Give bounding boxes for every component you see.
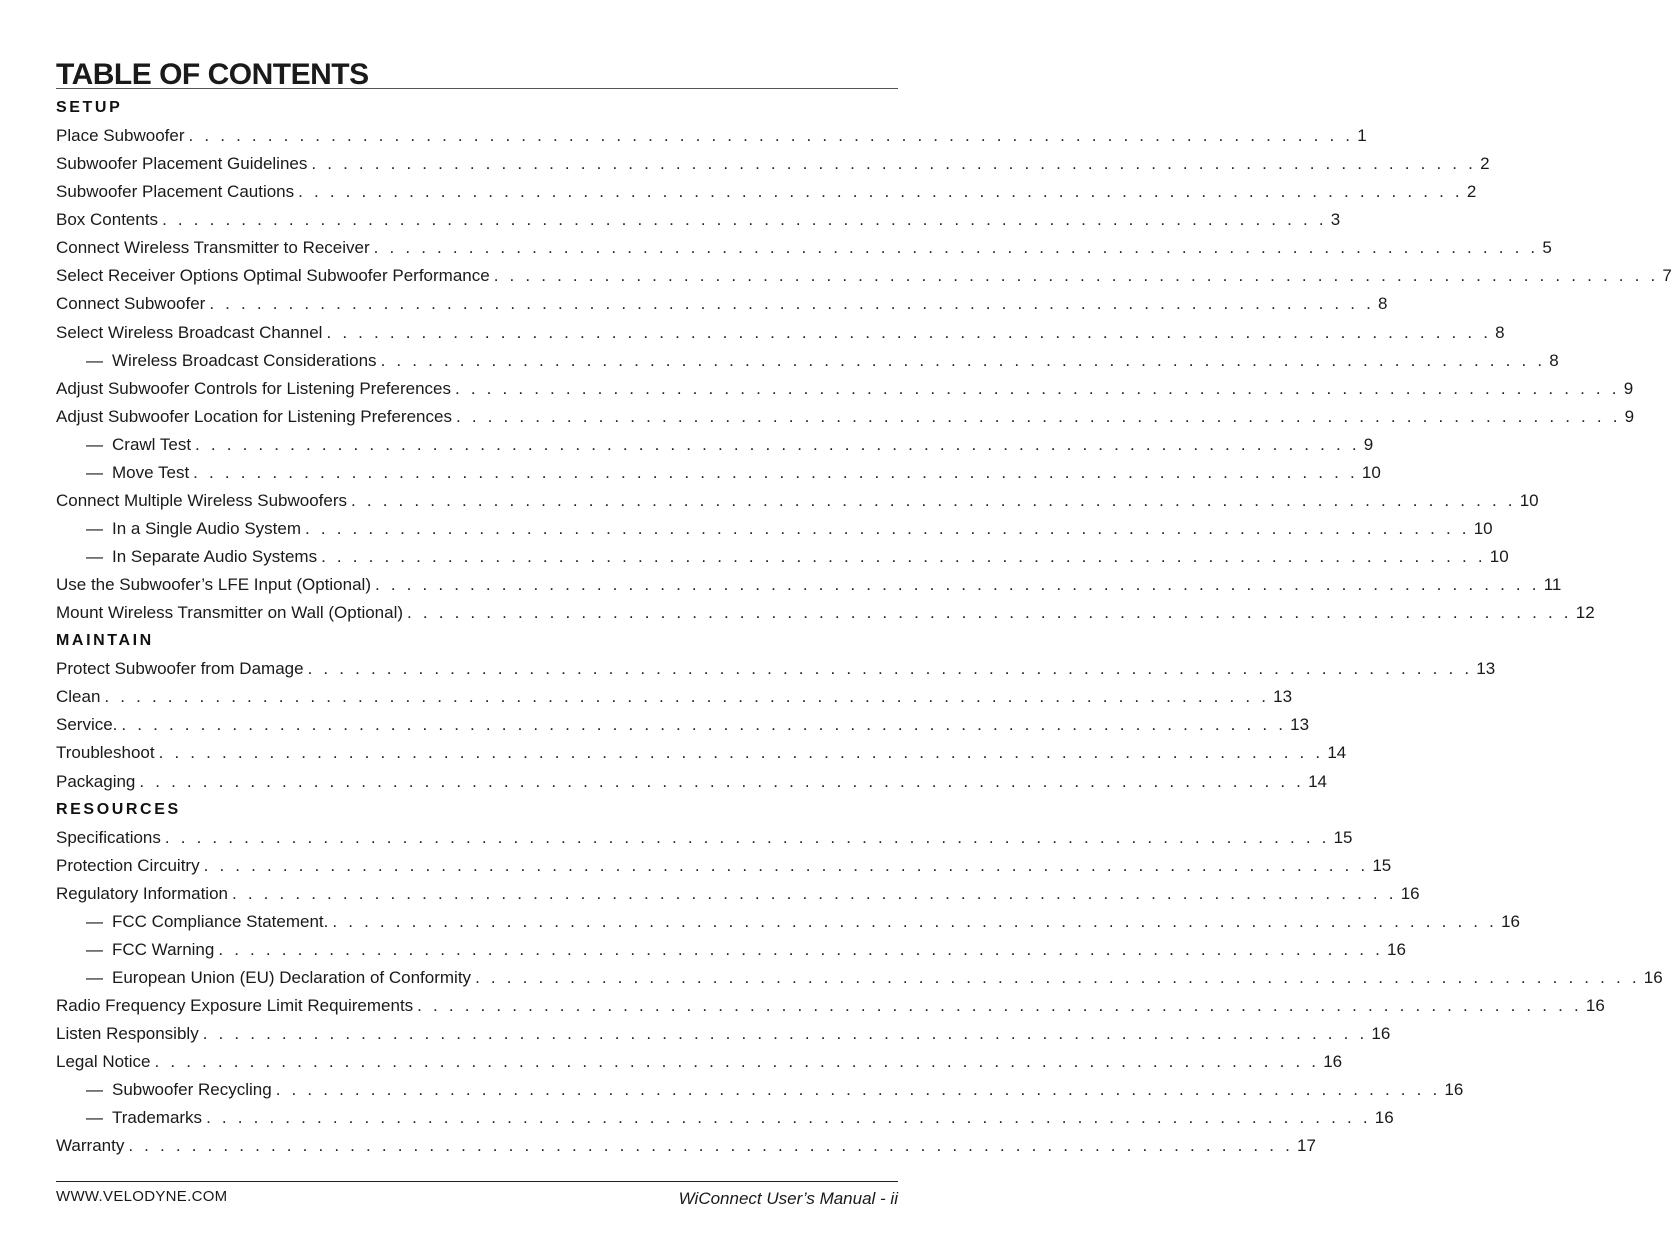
dot-leader: . . . . . . . . . . . . . . . . . . . . . . . . . . . . . . . . . . . . . . . . . . . . . . . . . . . . . . . . . . . . . . . . . . . . . . . . . .: [417, 996, 1582, 1016]
table-of-contents: [56, 94, 1672, 1160]
toc-page-number: 13: [1273, 687, 1293, 707]
dot-leader: . . . . . . . . . . . . . . . . . . . . . . . . . . . . . . . . . . . . . . . . . . . . . . . . . . . . . . . . . . . . . . . . . . . . . . . . . .: [373, 238, 1539, 258]
dot-leader: . . . . . . . . . . . . . . . . . . . . . . . . . . . . . . . . . . . . . . . . . . . . . . . . . . . . . . . . . . . . . . . . . . . . . . . . . .: [307, 659, 1473, 679]
toc-entry[interactable]: [56, 768, 1328, 796]
subentry-dash: —: [86, 1080, 103, 1100]
toc-entry-title: Connect Multiple Wireless Subwoofers: [56, 490, 348, 510]
toc-entry-title: Clean: [56, 687, 101, 707]
subentry-dash: —: [86, 518, 103, 538]
toc-entry[interactable]: [56, 739, 1347, 767]
toc-page-number: 14: [1308, 771, 1328, 791]
dot-leader: . . . . . . . . . . . . . . . . . . . . . . . . . . . . . . . . . . . . . . . . . . . . . . . . . . . . . . . . . . . . . . . . . . . . . . . . . .: [128, 1136, 1294, 1156]
toc-subentry[interactable]: [56, 908, 1520, 936]
toc-page-number: 9: [1624, 406, 1635, 426]
toc-entry-title: Subwoofer Recycling: [112, 1080, 272, 1100]
subentry-dash: —: [86, 547, 103, 567]
dot-leader: . . . . . . . . . . . . . . . . . . . . . . . . . . . . . . . . . . . . . . . . . . . . . . . . . . . . . . . . . . . . . . . . . . . . . . . . . .: [275, 1080, 1441, 1100]
toc-entry-title: Listen Responsibly: [56, 1024, 199, 1044]
subentry-dash: —: [86, 1108, 103, 1128]
toc-subentry[interactable]: [56, 1104, 1394, 1132]
dot-leader: . . . . . . . . . . . . . . . . . . . . . . . . . . . . . . . . . . . . . . . . . . . . . . . . . . . . . . . . . . . . . . . . . . . . . . . . . .: [203, 855, 1369, 875]
dot-leader: . . . . . . . . . . . . . . . . . . . . . . . . . . . . . . . . . . . . . . . . . . . . . . . . . . . . . . . . . . . . . . . . . . . . . . . . . .: [454, 378, 1620, 398]
dot-leader: . . . . . . . . . . . . . . . . . . . . . . . . . . . . . . . . . . . . . . . . . . . . . . . . . . . . . . . . . . . . . . . . . . . . . . . . . .: [311, 154, 1477, 174]
toc-page-number: 10: [1361, 462, 1381, 482]
toc-entry[interactable]: [56, 234, 1552, 262]
toc-page-number: 9: [1363, 434, 1374, 454]
dot-leader: . . . . . . . . . . . . . . . . . . . . . . . . . . . . . . . . . . . . . . . . . . . . . . . . . . . . . . . . . . . . . . . . . . . . . . . . . .: [351, 490, 1516, 510]
toc-entry[interactable]: [56, 880, 1420, 908]
dot-leader: . . . . . . . . . . . . . . . . . . . . . . . . . . . . . . . . . . . . . . . . . . . . . . . . . . . . . . . . . . . . . . . . . . . . . . . . . .: [164, 827, 1330, 847]
toc-entry[interactable]: [56, 122, 1367, 150]
toc-entry[interactable]: [56, 1048, 1343, 1076]
subentry-dash: —: [86, 434, 103, 454]
toc-entry-title: European Union (EU) Declaration of Conformity: [112, 967, 472, 987]
toc-entry-title: Adjust Subwoofer Controls for Listening Preferences: [56, 378, 451, 398]
toc-entry[interactable]: [56, 150, 1490, 178]
toc-entry-title: Subwoofer Placement Cautions: [56, 182, 295, 202]
dot-leader: . . . . . . . . . . . . . . . . . . . . . . . . . . . . . . . . . . . . . . . . . . . . . . . . . . . . . . . . . . . . . . . . . . . . . . . . . .: [209, 294, 1375, 314]
dot-leader: . . . . . . . . . . . . . . . . . . . . . . . . . . . . . . . . . . . . . . . . . . . . . . . . . . . . . . . . . . . . . . . . . . . . . . . . . .: [139, 771, 1305, 791]
dot-leader: . . . . . . . . . . . . . . . . . . . . . . . . . . . . . . . . . . . . . . . . . . . . . . . . . . . . . . . . . . . . . . . . . . . . . . . . . .: [455, 406, 1621, 426]
toc-page-number: 11: [1543, 575, 1562, 595]
toc-subentry[interactable]: [56, 347, 1559, 375]
toc-entry-title: Move Test: [112, 462, 190, 482]
toc-entry-title: Wireless Broadcast Considerations: [112, 350, 377, 370]
toc-entry[interactable]: [56, 1020, 1391, 1048]
toc-page-number: 1: [1357, 126, 1367, 146]
toc-page-number: 16: [1323, 1052, 1343, 1072]
subentry-dash: —: [86, 462, 103, 482]
dot-leader: . . . . . . . . . . . . . . . . . . . . . . . . . . . . . . . . . . . . . . . . . . . . . . . . . . . . . . . . . . . . . . . . . . . . . . . . . .: [374, 575, 1540, 595]
toc-entry-title: Use the Subwoofer’s LFE Input (Optional): [56, 575, 371, 595]
toc-entry-title: Connect Subwoofer: [56, 294, 206, 314]
page-title: [56, 58, 898, 89]
toc-entry-title: Radio Frequency Exposure Limit Requirements: [56, 996, 414, 1016]
toc-entry-title: Protect Subwoofer from Damage: [56, 659, 304, 679]
toc-page-number: 14: [1327, 743, 1347, 763]
toc-entry[interactable]: [56, 262, 1672, 290]
toc-entry-title: Connect Wireless Transmitter to Receiver: [56, 238, 370, 258]
toc-entry-title: Service.: [56, 715, 118, 735]
toc-entry-title: Select Receiver Options Optimal Subwoofer Performance: [56, 266, 490, 286]
toc-entry[interactable]: [56, 599, 1595, 627]
toc-entry[interactable]: [56, 487, 1539, 515]
dot-leader: . . . . . . . . . . . . . . . . . . . . . . . . . . . . . . . . . . . . . . . . . . . . . . . . . . . . . . . . . . . . . . . . . . . . . . . . . .: [158, 743, 1324, 763]
footer-divider: [56, 1181, 898, 1182]
dot-leader: . . . . . . . . . . . . . . . . . . . . . . . . . . . . . . . . . . . . . . . . . . . . . . . . . . . . . . . . . . . . . . . . . . . . . . . . . .: [475, 967, 1640, 987]
toc-entry[interactable]: [56, 824, 1353, 852]
toc-page-number: 2: [1480, 154, 1490, 174]
toc-entry-title: Box Contents: [56, 210, 159, 230]
toc-entry-title: In Separate Audio Systems: [112, 547, 318, 567]
dot-leader: . . . . . . . . . . . . . . . . . . . . . . . . . . . . . . . . . . . . . . . . . . . . . . . . . . . . . . . . . . . . . . . . . . . . . . . . . .: [121, 715, 1287, 735]
dot-leader: . . . . . . . . . . . . . . . . . . . . . . . . . . . . . . . . . . . . . . . . . . . . . . . . . . . . . . . . . . . . . . . . . . . . . . . . . .: [193, 462, 1358, 482]
toc-entry[interactable]: [56, 403, 1635, 431]
toc-subentry[interactable]: [56, 936, 1406, 964]
toc-page-number: 17: [1297, 1136, 1316, 1156]
dot-leader: . . . . . . . . . . . . . . . . . . . . . . . . . . . . . . . . . . . . . . . . . . . . . . . . . . . . . . . . . . . . . . . . . . . . . . . . . .: [195, 434, 1360, 454]
toc-entry[interactable]: [56, 1132, 1316, 1160]
toc-subentry[interactable]: [56, 515, 1493, 543]
toc-entry[interactable]: [56, 683, 1293, 711]
toc-page-number: 2: [1466, 182, 1477, 202]
subentry-dash: —: [86, 350, 103, 370]
subentry-dash: —: [86, 911, 103, 931]
toc-entry-title: Select Wireless Broadcast Channel: [56, 322, 323, 342]
toc-entry-title: FCC Compliance Statement.: [112, 911, 329, 931]
toc-page-number: 3: [1330, 210, 1341, 230]
toc-entry-title: Warranty: [56, 1136, 125, 1156]
footer-website: WWW.VELODYNE.COM: [56, 1188, 228, 1205]
toc-page-number: 15: [1372, 855, 1392, 875]
toc-entry-title: Adjust Subwoofer Location for Listening Preferences: [56, 406, 452, 426]
footer-manual-title: WiConnect User’s Manual - ii: [678, 1189, 898, 1208]
toc-page-number: 16: [1501, 911, 1520, 931]
toc-entry[interactable]: [56, 375, 1634, 403]
toc-page-number: 8: [1549, 350, 1559, 370]
toc-entry[interactable]: [56, 178, 1477, 206]
toc-section-heading: SETUP: [56, 99, 123, 117]
toc-page-number: 16: [1400, 883, 1420, 903]
dot-leader: . . . . . . . . . . . . . . . . . . . . . . . . . . . . . . . . . . . . . . . . . . . . . . . . . . . . . . . . . . . . . . . . . . . . . . . . . .: [332, 911, 1498, 931]
toc-entry[interactable]: [56, 711, 1310, 739]
toc-page-number: 16: [1444, 1080, 1464, 1100]
toc-page-number: 13: [1476, 659, 1496, 679]
toc-subentry[interactable]: [56, 964, 1663, 992]
toc-page-number: 8: [1378, 294, 1388, 314]
dot-leader: . . . . . . . . . . . . . . . . . . . . . . . . . . . . . . . . . . . . . . . . . . . . . . . . . . . . . . . . . . . . . . . . . . . . . . . . . .: [326, 322, 1492, 342]
dot-leader: . . . . . . . . . . . . . . . . . . . . . . . . . . . . . . . . . . . . . . . . . . . . . . . . . . . . . . . . . . . . . . . . . . . . . . . . . .: [380, 350, 1546, 370]
dot-leader: . . . . . . . . . . . . . . . . . . . . . . . . . . . . . . . . . . . . . . . . . . . . . . . . . . . . . . . . . . . . . . . . . . . . . . . . . .: [154, 1052, 1320, 1072]
toc-section-heading: RESOURCES: [56, 800, 181, 818]
toc-page-number: 16: [1371, 1024, 1391, 1044]
toc-subentry[interactable]: [56, 459, 1381, 487]
toc-entry-title: Legal Notice: [56, 1052, 151, 1072]
dot-leader: . . . . . . . . . . . . . . . . . . . . . . . . . . . . . . . . . . . . . . . . . . . . . . . . . . . . . . . . . . . . . . . . . . . . . . . . . .: [305, 518, 1470, 538]
toc-page-number: 16: [1387, 939, 1406, 959]
toc-entry-title: Packaging: [56, 771, 136, 791]
toc-entry-title: Subwoofer Placement Guidelines: [56, 154, 308, 174]
toc-entry[interactable]: [56, 571, 1562, 599]
toc-entry[interactable]: [56, 852, 1392, 880]
dot-leader: . . . . . . . . . . . . . . . . . . . . . . . . . . . . . . . . . . . . . . . . . . . . . . . . . . . . . . . . . . . . . . . . . . . . . . . . . .: [202, 1024, 1368, 1044]
toc-page-number: 10: [1519, 490, 1539, 510]
page-title-text: TABLE OF CONTENTS: [56, 58, 369, 91]
toc-page-number: 13: [1290, 715, 1310, 735]
toc-page-number: 10: [1489, 547, 1509, 567]
toc-entry[interactable]: [56, 319, 1505, 347]
toc-page-number: 16: [1643, 967, 1663, 987]
toc-page-number: 10: [1473, 518, 1493, 538]
dot-leader: . . . . . . . . . . . . . . . . . . . . . . . . . . . . . . . . . . . . . . . . . . . . . . . . . . . . . . . . . . . . . . . . . . . . . . . . . .: [407, 603, 1572, 623]
dot-leader: . . . . . . . . . . . . . . . . . . . . . . . . . . . . . . . . . . . . . . . . . . . . . . . . . . . . . . . . . . . . . . . . . . . . . . . . . .: [218, 939, 1384, 959]
toc-entry-title: Protection Circuitry: [56, 855, 200, 875]
toc-page-number: 5: [1542, 238, 1552, 258]
toc-section-heading: MAINTAIN: [56, 632, 154, 650]
dot-leader: . . . . . . . . . . . . . . . . . . . . . . . . . . . . . . . . . . . . . . . . . . . . . . . . . . . . . . . . . . . . . . . . . . . . . . . . . .: [298, 182, 1463, 202]
subentry-dash: —: [86, 939, 103, 959]
toc-page-number: 16: [1374, 1108, 1394, 1128]
toc-entry[interactable]: [56, 655, 1496, 683]
toc-entry-title: Place Subwoofer: [56, 126, 185, 146]
dot-leader: . . . . . . . . . . . . . . . . . . . . . . . . . . . . . . . . . . . . . . . . . . . . . . . . . . . . . . . . . . . . . . . . . . . . . . . . . .: [493, 266, 1659, 286]
toc-entry[interactable]: [56, 992, 1605, 1020]
toc-subentry[interactable]: [56, 1076, 1464, 1104]
subentry-dash: —: [86, 967, 103, 987]
toc-entry[interactable]: [56, 206, 1341, 234]
toc-subentry[interactable]: [56, 543, 1509, 571]
toc-entry-title: Troubleshoot: [56, 743, 155, 763]
dot-leader: . . . . . . . . . . . . . . . . . . . . . . . . . . . . . . . . . . . . . . . . . . . . . . . . . . . . . . . . . . . . . . . . . . . . . . . . . .: [104, 687, 1270, 707]
dot-leader: . . . . . . . . . . . . . . . . . . . . . . . . . . . . . . . . . . . . . . . . . . . . . . . . . . . . . . . . . . . . . . . . . . . . . . . . . .: [188, 126, 1354, 146]
toc-page-number: 15: [1333, 827, 1353, 847]
toc-page-number: 16: [1585, 996, 1605, 1016]
toc-entry-title: In a Single Audio System: [112, 518, 302, 538]
dot-leader: . . . . . . . . . . . . . . . . . . . . . . . . . . . . . . . . . . . . . . . . . . . . . . . . . . . . . . . . . . . . . . . . . . . . . . . . . .: [162, 210, 1327, 230]
toc-page-number: 7: [1662, 266, 1672, 286]
toc-entry-title: Crawl Test: [112, 434, 192, 454]
toc-subentry[interactable]: [56, 431, 1374, 459]
toc-entry-title: FCC Warning: [112, 939, 215, 959]
toc-page-number: 9: [1623, 378, 1634, 398]
dot-leader: . . . . . . . . . . . . . . . . . . . . . . . . . . . . . . . . . . . . . . . . . . . . . . . . . . . . . . . . . . . . . . . . . . . . . . . . . .: [321, 547, 1486, 567]
toc-entry-title: Regulatory Information: [56, 883, 228, 903]
toc-page-number: 8: [1495, 322, 1505, 342]
dot-leader: . . . . . . . . . . . . . . . . . . . . . . . . . . . . . . . . . . . . . . . . . . . . . . . . . . . . . . . . . . . . . . . . . . . . . . . . . .: [231, 883, 1397, 903]
toc-entry-title: Mount Wireless Transmitter on Wall (Optional): [56, 603, 404, 623]
toc-entry-title: Specifications: [56, 827, 161, 847]
toc-page-number: 12: [1575, 603, 1595, 623]
toc-entry-title: Trademarks: [112, 1108, 203, 1128]
dot-leader: . . . . . . . . . . . . . . . . . . . . . . . . . . . . . . . . . . . . . . . . . . . . . . . . . . . . . . . . . . . . . . . . . . . . . . . . . .: [206, 1108, 1371, 1128]
toc-entry[interactable]: [56, 290, 1388, 318]
